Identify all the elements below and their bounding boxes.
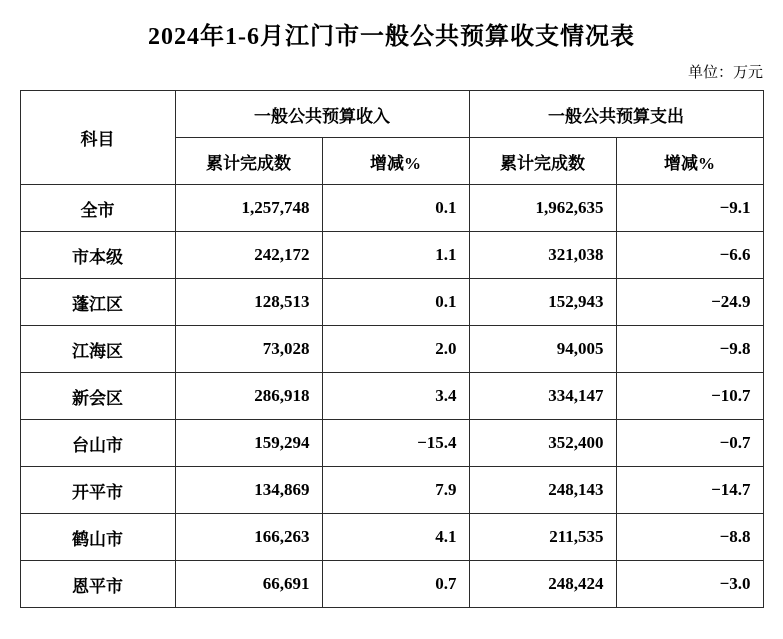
- row-expense-amount: 1,962,635: [469, 185, 616, 232]
- header-expense-group: 一般公共预算支出: [469, 91, 763, 138]
- header-income-group: 一般公共预算收入: [175, 91, 469, 138]
- table-row: [20, 279, 763, 326]
- row-name: 市本级: [20, 232, 175, 279]
- row-name: 蓬江区: [20, 279, 175, 326]
- row-income-change: 2.0: [322, 326, 469, 373]
- row-income-amount: 242,172: [175, 232, 322, 279]
- row-expense-amount: 248,424: [469, 561, 616, 608]
- row-income-amount: 159,294: [175, 420, 322, 467]
- row-name: 开平市: [20, 467, 175, 514]
- row-income-amount: 166,263: [175, 514, 322, 561]
- table-row: [20, 514, 763, 561]
- row-income-amount: 73,028: [175, 326, 322, 373]
- row-expense-change: −24.9: [616, 279, 763, 326]
- row-income-amount: 128,513: [175, 279, 322, 326]
- row-expense-amount: 334,147: [469, 373, 616, 420]
- budget-table: [20, 90, 764, 608]
- table-row: [20, 185, 763, 232]
- row-income-amount: 286,918: [175, 373, 322, 420]
- row-income-amount: 134,869: [175, 467, 322, 514]
- row-expense-amount: 152,943: [469, 279, 616, 326]
- page-title: 2024年1-6月江门市一般公共预算收支情况表: [148, 24, 635, 50]
- table-body: [20, 185, 763, 608]
- row-name: 恩平市: [20, 561, 175, 608]
- header-expense-amount: 累计完成数: [469, 138, 616, 185]
- table-row: [20, 420, 763, 467]
- row-income-change: 0.7: [322, 561, 469, 608]
- row-expense-change: −0.7: [616, 420, 763, 467]
- table-row: [20, 467, 763, 514]
- row-name: 江海区: [20, 326, 175, 373]
- row-income-change: 4.1: [322, 514, 469, 561]
- table-header-row-1: [20, 91, 763, 138]
- row-expense-amount: 352,400: [469, 420, 616, 467]
- row-income-change: 0.1: [322, 185, 469, 232]
- row-income-change: 1.1: [322, 232, 469, 279]
- unit-note: 单位：万元: [687, 65, 763, 81]
- row-income-amount: 1,257,748: [175, 185, 322, 232]
- row-income-change: 0.1: [322, 279, 469, 326]
- table-row: [20, 373, 763, 420]
- row-name: 鹤山市: [20, 514, 175, 561]
- table-row: [20, 561, 763, 608]
- header-income-change: 增减%: [322, 138, 469, 185]
- row-expense-amount: 321,038: [469, 232, 616, 279]
- row-income-amount: 66,691: [175, 561, 322, 608]
- table-header: [20, 91, 763, 185]
- row-expense-amount: 248,143: [469, 467, 616, 514]
- row-expense-change: −3.0: [616, 561, 763, 608]
- header-subject: 科目: [20, 91, 175, 185]
- row-expense-change: −8.8: [616, 514, 763, 561]
- row-expense-change: −10.7: [616, 373, 763, 420]
- row-name: 全市: [20, 185, 175, 232]
- table-row: [20, 232, 763, 279]
- row-income-change: 3.4: [322, 373, 469, 420]
- table-row: [20, 326, 763, 373]
- row-expense-change: −6.6: [616, 232, 763, 279]
- row-expense-amount: 94,005: [469, 326, 616, 373]
- row-expense-change: −14.7: [616, 467, 763, 514]
- row-income-change: 7.9: [322, 467, 469, 514]
- row-income-change: −15.4: [322, 420, 469, 467]
- row-expense-amount: 211,535: [469, 514, 616, 561]
- header-income-amount: 累计完成数: [175, 138, 322, 185]
- row-name: 新会区: [20, 373, 175, 420]
- row-expense-change: −9.8: [616, 326, 763, 373]
- header-expense-change: 增减%: [616, 138, 763, 185]
- row-name: 台山市: [20, 420, 175, 467]
- row-expense-change: −9.1: [616, 185, 763, 232]
